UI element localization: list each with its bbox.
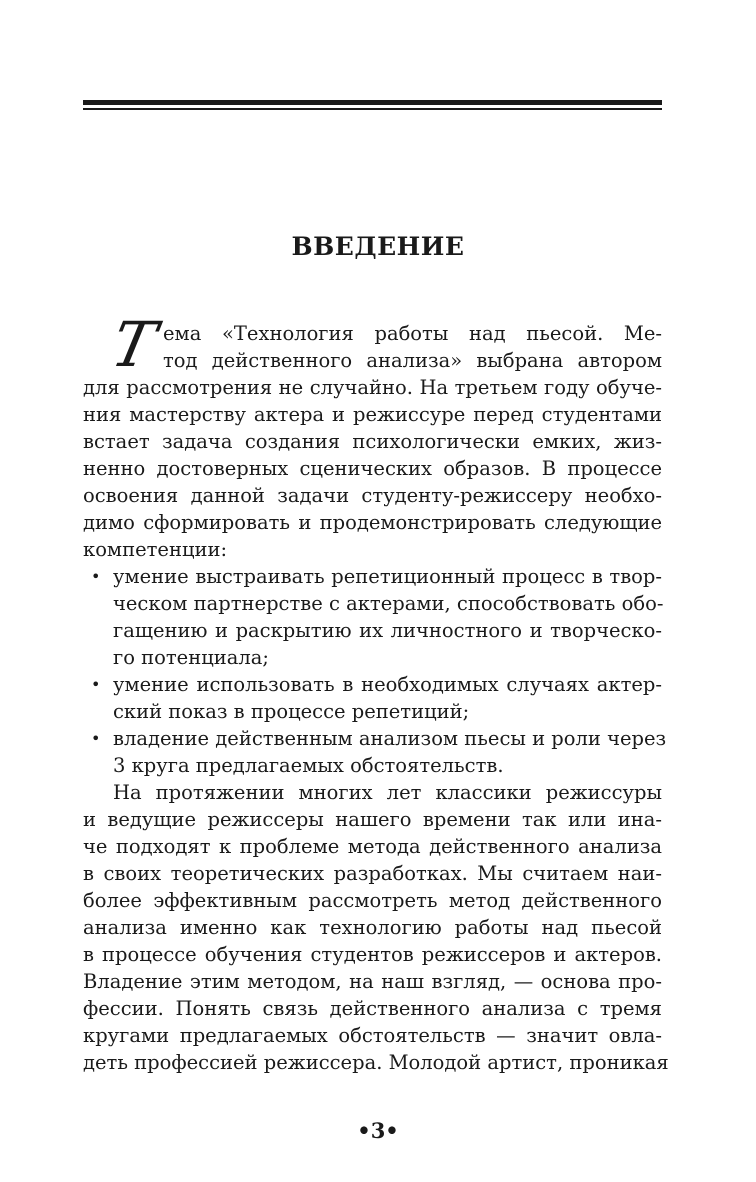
drop-cap: Т: [105, 308, 163, 381]
text-line: в своих теоретических разработках. Мы считаем наи-: [83, 862, 662, 885]
bullet-item: [83, 725, 667, 779]
text-line: ский показ в процессе репетиций;: [113, 700, 470, 723]
text-line: ческом партнерстве с актерами, способствовать обо-: [113, 592, 664, 615]
text-line: • умение использовать в необходимых случаях актер-: [91, 673, 662, 696]
text-line: деть профессией режиссера. Молодой артист, проникая: [83, 1051, 669, 1074]
text-line: анализа именно как технологию работы над пьесой: [83, 916, 662, 939]
text-line: ненно достоверных сценических образов. В процессе: [83, 457, 662, 480]
text-line: го потенциала;: [113, 646, 269, 669]
bullet-item: [83, 563, 662, 671]
text-line: • владение действенным анализом пьесы и роли через: [91, 727, 667, 750]
bullet-icon: •: [91, 675, 101, 694]
chapter-title: ВВЕДЕНИЕ: [291, 232, 465, 261]
text-line: для рассмотрения не случайно. На третьем году обуче-: [83, 376, 662, 399]
body-text: [83, 308, 669, 1076]
text-line: встает задача создания психологически емких, жиз-: [83, 430, 662, 453]
bullet-item: [83, 671, 662, 725]
text-line: • умение выстраивать репетиционный процесс в твор-: [91, 565, 662, 588]
page-number: •3•: [357, 1118, 399, 1143]
text-line: ния мастерству актера и режиссуре перед студентами: [83, 403, 662, 426]
text-line: На протяжении многих лет классики режиссуры: [113, 781, 662, 804]
bullet-icon: •: [91, 567, 101, 586]
text-line: ема «Технология работы над пьесой. Ме-: [163, 322, 662, 345]
bullet-icon: •: [91, 729, 101, 748]
text-line: компетенции:: [83, 538, 228, 561]
text-line: фессии. Понять связь действенного анализа с тремя: [83, 997, 662, 1020]
text-line: тод действенного анализа» выбрана автором: [163, 349, 662, 372]
text-line: и ведущие режиссеры нашего времени так или ина-: [83, 808, 662, 831]
header-rule-thick: [83, 100, 662, 105]
text-line: более эффективным рассмотреть метод действенного: [83, 889, 662, 912]
text-line: 3 круга предлагаемых обстоятельств.: [113, 754, 504, 777]
intro-paragraph: [83, 308, 662, 563]
bullet-list: [83, 563, 667, 779]
text-line: гащению и раскрытию их личностного и творческо-: [113, 619, 662, 642]
text-line: Владение этим методом, на наш взгляд, — основа про-: [83, 970, 662, 993]
text-line: димо сформировать и продемонстрировать следующие: [83, 511, 662, 534]
header-rule-thin: [83, 108, 662, 110]
closing-paragraph: [83, 779, 669, 1076]
text-line: освоения данной задачи студенту-режиссеру необхо-: [83, 484, 662, 507]
text-line: кругами предлагаемых обстоятельств — значит овла-: [83, 1024, 662, 1047]
text-line: в процессе обучения студентов режиссеров и актеров.: [83, 943, 662, 966]
text-line: че подходят к проблеме метода действенного анализа: [83, 835, 662, 858]
